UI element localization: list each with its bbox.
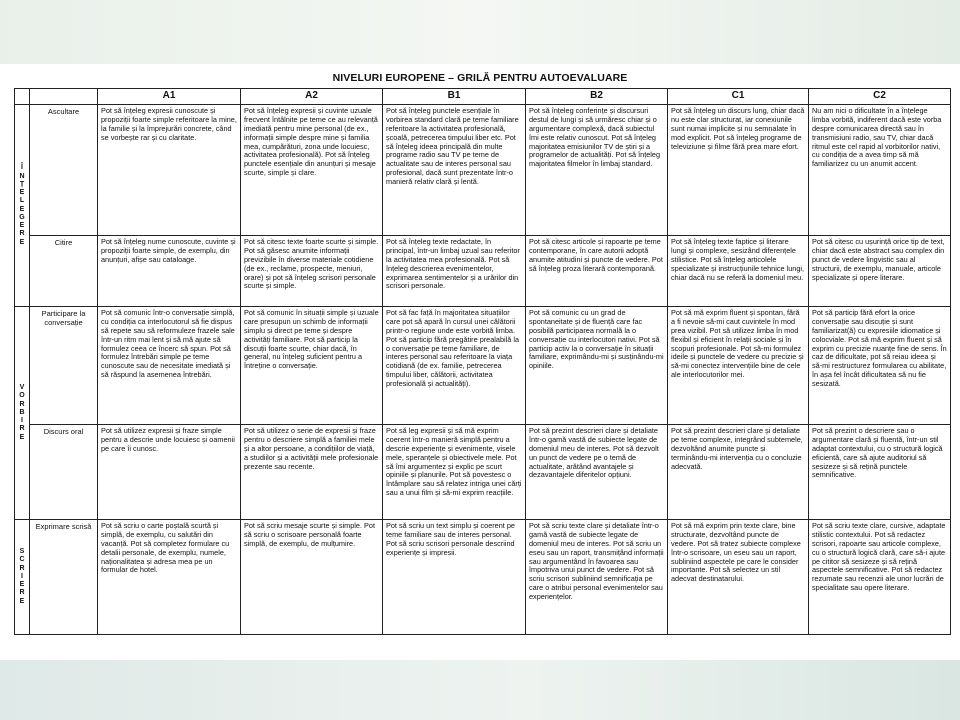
skill-label: Discurs oral [30,425,98,520]
descriptor-cell: Pot să scriu texte clare și detaliate într-o gamă vastă de subiecte legate de domeniul meu de interes. Pot să scriu un eseu sau un raport, transmițând informații sau argumentând în favoarea sau împotriva unui punct de vedere. Pot să scriu scrisori subliniind semnificația pe care o atribui personal evenimentelor sau experiențelor. [526,520,668,635]
descriptor-cell: Pot să fac față în majoritatea situațiilor care pot să apară în cursul unei călătorii printr-o regiune unde este vorbită limba. Pot să particip fără pregătire prealabilă la o conversație pe teme familiare, de interes personal sau referitoare la viața cotidiană (de ex. familie, petrecerea timpului liber, călătorii, activitatea profesională și actualități). [383,307,526,425]
self-assessment-grid [14,88,951,635]
descriptor-cell: Pot să comunic într-o conversație simplă, cu condiția ca interlocutorul să fie dispus să repete sau să reformuleze frazele sale într-un ritm mai lent și să mă ajute să formulez ceea ce încerc să spun. Pot să formulez întrebări simple pe teme cunoscute sau de necesitate imediată și să răspund la asemenea întrebări. [98,307,241,425]
descriptor-cell: Pot să înțeleg texte redactate, în principal, într-un limbaj uzual sau referitor la activitatea mea profesională. Pot să înțeleg descrierea evenimentelor, exprimarea sentimentelor și a urărilor din scrisori personale. [383,236,526,307]
descriptor-cell: Pot să scriu texte clare, cursive, adaptate stilistic contextului. Pot să redactez scrisori, rapoarte sau articole complexe, cu o structură logică clară, care să-i ajute pe cititor să sesizeze și să rețină aspectele semnificative. Pot să redactez rezumate sau recenzii ale unor lucrări de specialitate sau opere literare. [809,520,951,635]
grid-row-exprimare-scrisa [15,520,951,635]
descriptor-cell: Pot să înțeleg expresii cunoscute și propoziții foarte simple referitoare la mine, la familie și la împrejurări concrete, când se vorbește rar și cu claritate. [98,105,241,236]
descriptor-cell: Pot să înțeleg texte faptice și literare lungi și complexe, sesizând diferențele stilistice. Pot să înțeleg articolele specializate și instrucțiunile tehnice lungi, chiar dacă nu se referă la domeniul meu. [668,236,809,307]
level-header-c2: C2 [809,89,951,105]
descriptor-cell: Pot să scriu o carte poștală scurtă și simplă, de exemplu, cu salutări din vacanță. Pot să completez formulare cu detalii personale, de exemplu, numele, naționalitatea și adresa mea pe un formular de hotel. [98,520,241,635]
level-header-b2: B2 [526,89,668,105]
descriptor-cell: Pot să înțeleg expresii și cuvinte uzuale frecvent întâlnite pe teme ce au relevanță imediată pentru mine personal (de ex., informații simple despre mine și familia mea, cumpărături, zona unde locuiesc, activitatea profesională). Pot să înțeleg punctele esențiale din anunțuri și mesaje scurte, simple și clare. [241,105,383,236]
grid-row-citire [15,236,951,307]
skill-label: Participare la conversație [30,307,98,425]
descriptor-cell: Pot să utilizez expresii și fraze simple pentru a descrie unde locuiesc și oamenii pe care îi cunosc. [98,425,241,520]
descriptor-cell: Pot să prezint descrieri clare și detaliate pe teme complexe, integrând subtemele, dezvoltând anumite puncte și terminându-mi intervenția cu o concluzie adecvată. [668,425,809,520]
descriptor-cell: Pot să citesc cu ușurință orice tip de text, chiar dacă este abstract sau complex din punct de vedere lingvistic sau al structurii, de exemplu, manuale, articole specializate și opere literare. [809,236,951,307]
descriptor-cell: Pot să comunic în situații simple și uzuale care presupun un schimb de informații simplu și direct pe teme și despre activități familiare. Pot să particip la discuții foarte scurte, chiar dacă, în general, nu înțeleg suficient pentru a întreține o conversație. [241,307,383,425]
descriptor-cell: Pot să citesc texte foarte scurte și simple. Pot să găsesc anumite informații previzibile în diverse materiale cotidiene (de ex., reclame, prospecte, meniuri, orare) și pot să înțeleg scrisori personale scurte și simple. [241,236,383,307]
descriptor-cell: Pot să particip fără efort la orice conversație sau discuție și sunt familiarizat(ă) cu expresiile idiomatice și colocviale. Pot să mă exprim fluent și să exprim cu precizie nuanțe fine de sens. În caz de dificultate, pot să reiau ideea și să-mi restructurez formularea cu abilitate, în așa fel încât dificultatea să nu fie sesizată. [809,307,951,425]
grid-row-discurs-oral [15,425,951,520]
slide-background-top [0,0,960,64]
level-header-b1: B1 [383,89,526,105]
page-title: NIVELURI EUROPENE – GRILĂ PENTRU AUTOEVALUARE [332,72,628,84]
header-corner [15,89,30,105]
section-label-intelegere: ÎNȚELEGERE [15,105,30,307]
level-header-c1: C1 [668,89,809,105]
descriptor-cell: Pot să citesc articole și rapoarte pe teme contemporane, în care autorii adoptă anumite atitudini și puncte de vedere. Pot să înțeleg proza literară contemporană. [526,236,668,307]
descriptor-cell: Nu am nici o dificultate în a înțelege limba vorbită, indiferent dacă este vorba despre comunicarea directă sau în transmisiuni radio, sau TV, chiar dacă ritmul este cel rapid al vorbitorilor nativi, cu condiția de a avea timp să mă familiarizez cu un anumit accent. [809,105,951,236]
descriptor-cell: Pot să înțeleg nume cunoscute, cuvinte și propoziții foarte simple, de exemplu, din anunțuri, afișe sau cataloage. [98,236,241,307]
level-header-a2: A2 [241,89,383,105]
descriptor-cell: Pot să mă exprim prin texte clare, bine structurate, dezvoltând puncte de vedere. Pot să tratez subiecte complexe într-o scrisoare, un eseu sau un raport, subliniind aspectele pe care le consider importante. Pot să selectez un stil adecvat destinatarului. [668,520,809,635]
descriptor-cell: Pot să utilizez o serie de expresii și fraze pentru o descriere simplă a familiei mele și a altor persoane, a condițiilor de viață, a studiilor și a activității mele profesionale prezente sau recente. [241,425,383,520]
descriptor-cell: Pot să prezint descrieri clare și detaliate într-o gamă vastă de subiecte legate de domeniul meu de interes. Pot să dezvolt un punct de vedere pe o temă de actualitate, arătând avantajele și dezavantajele diferitelor opțiuni. [526,425,668,520]
level-header-a1: A1 [98,89,241,105]
skill-label: Citire [30,236,98,307]
header-corner-skill [30,89,98,105]
section-label-scriere: SCRIERE [15,520,30,635]
descriptor-cell: Pot să înțeleg conferințe și discursuri destul de lungi și să urmăresc chiar și o argumentare complexă, dacă subiectul îmi este relativ cunoscut. Pot să înțeleg majoritatea emisiunilor TV de știri și a programelor de actualități. Pot să înțeleg majoritatea filmelor în limbaj standard. [526,105,668,236]
descriptor-cell: Pot să scriu mesaje scurte și simple. Pot să scriu o scrisoare personală foarte simplă, de exemplu, de mulțumire. [241,520,383,635]
grid-row-participare [15,307,951,425]
descriptor-cell: Pot să comunic cu un grad de spontaneitate și de fluență care fac posibilă participarea normală la o conversație cu interlocutori nativi. Pot să particip activ la o conversație în situații familiare, exprimându-mi și susținându-mi opiniile. [526,307,668,425]
grid-row-ascultare [15,105,951,236]
descriptor-cell: Pot să mă exprim fluent și spontan, fără a fi nevoie să-mi caut cuvintele în mod prea vizibil. Pot să utilizez limba în mod flexibil și eficient în relații sociale și în scopuri profesionale. Pot să-mi formulez ideile și punctele de vedere cu precizie și să-mi conectez intervențiile bine de cele ale interlocutorilor mei. [668,307,809,425]
descriptor-cell: Pot să înțeleg un discurs lung, chiar dacă nu este clar structurat, iar conexiunile sunt numai implicite și nu semnalate în mod explicit. Pot să înțeleg programe de televiziune și filme fără prea mare efort. [668,105,809,236]
skill-label: Ascultare [30,105,98,236]
descriptor-cell: Pot să scriu un text simplu și coerent pe teme familiare sau de interes personal. Pot să scriu scrisori personale descriind experiențe și impresii. [383,520,526,635]
slide-background-bottom [0,660,960,720]
skill-label: Exprimare scrisă [30,520,98,635]
descriptor-cell: Pot să prezint o descriere sau o argumentare clară și fluentă, într-un stil adaptat contextului, cu o structură logică eficientă, care să ajute auditoriul să sesizeze și să rețină punctele semnificative. [809,425,951,520]
section-label-vorbire: VORBIRE [15,307,30,520]
descriptor-cell: Pot să leg expresii și să mă exprim coerent într-o manieră simplă pentru a descrie experiențe și evenimente, visele mele, speranțele și obiectivele mele. Pot să îmi argumentez și explic pe scurt opiniile și planurile. Pot să povestesc o întâmplare sau să relatez intriga unei cărți sau a unui film și să-mi exprim reacțiile. [383,425,526,520]
descriptor-cell: Pot să înțeleg punctele esențiale în vorbirea standard clară pe teme familiare referitoare la activitatea profesională, școală, petrecerea timpului liber etc. Pot să înțeleg ideea principală din multe programe radio sau TV pe teme de actualitate sau de interes personal sau profesional, dacă sunt prezentate într-o manieră relativ clară și lentă. [383,105,526,236]
level-header-row [15,89,951,105]
